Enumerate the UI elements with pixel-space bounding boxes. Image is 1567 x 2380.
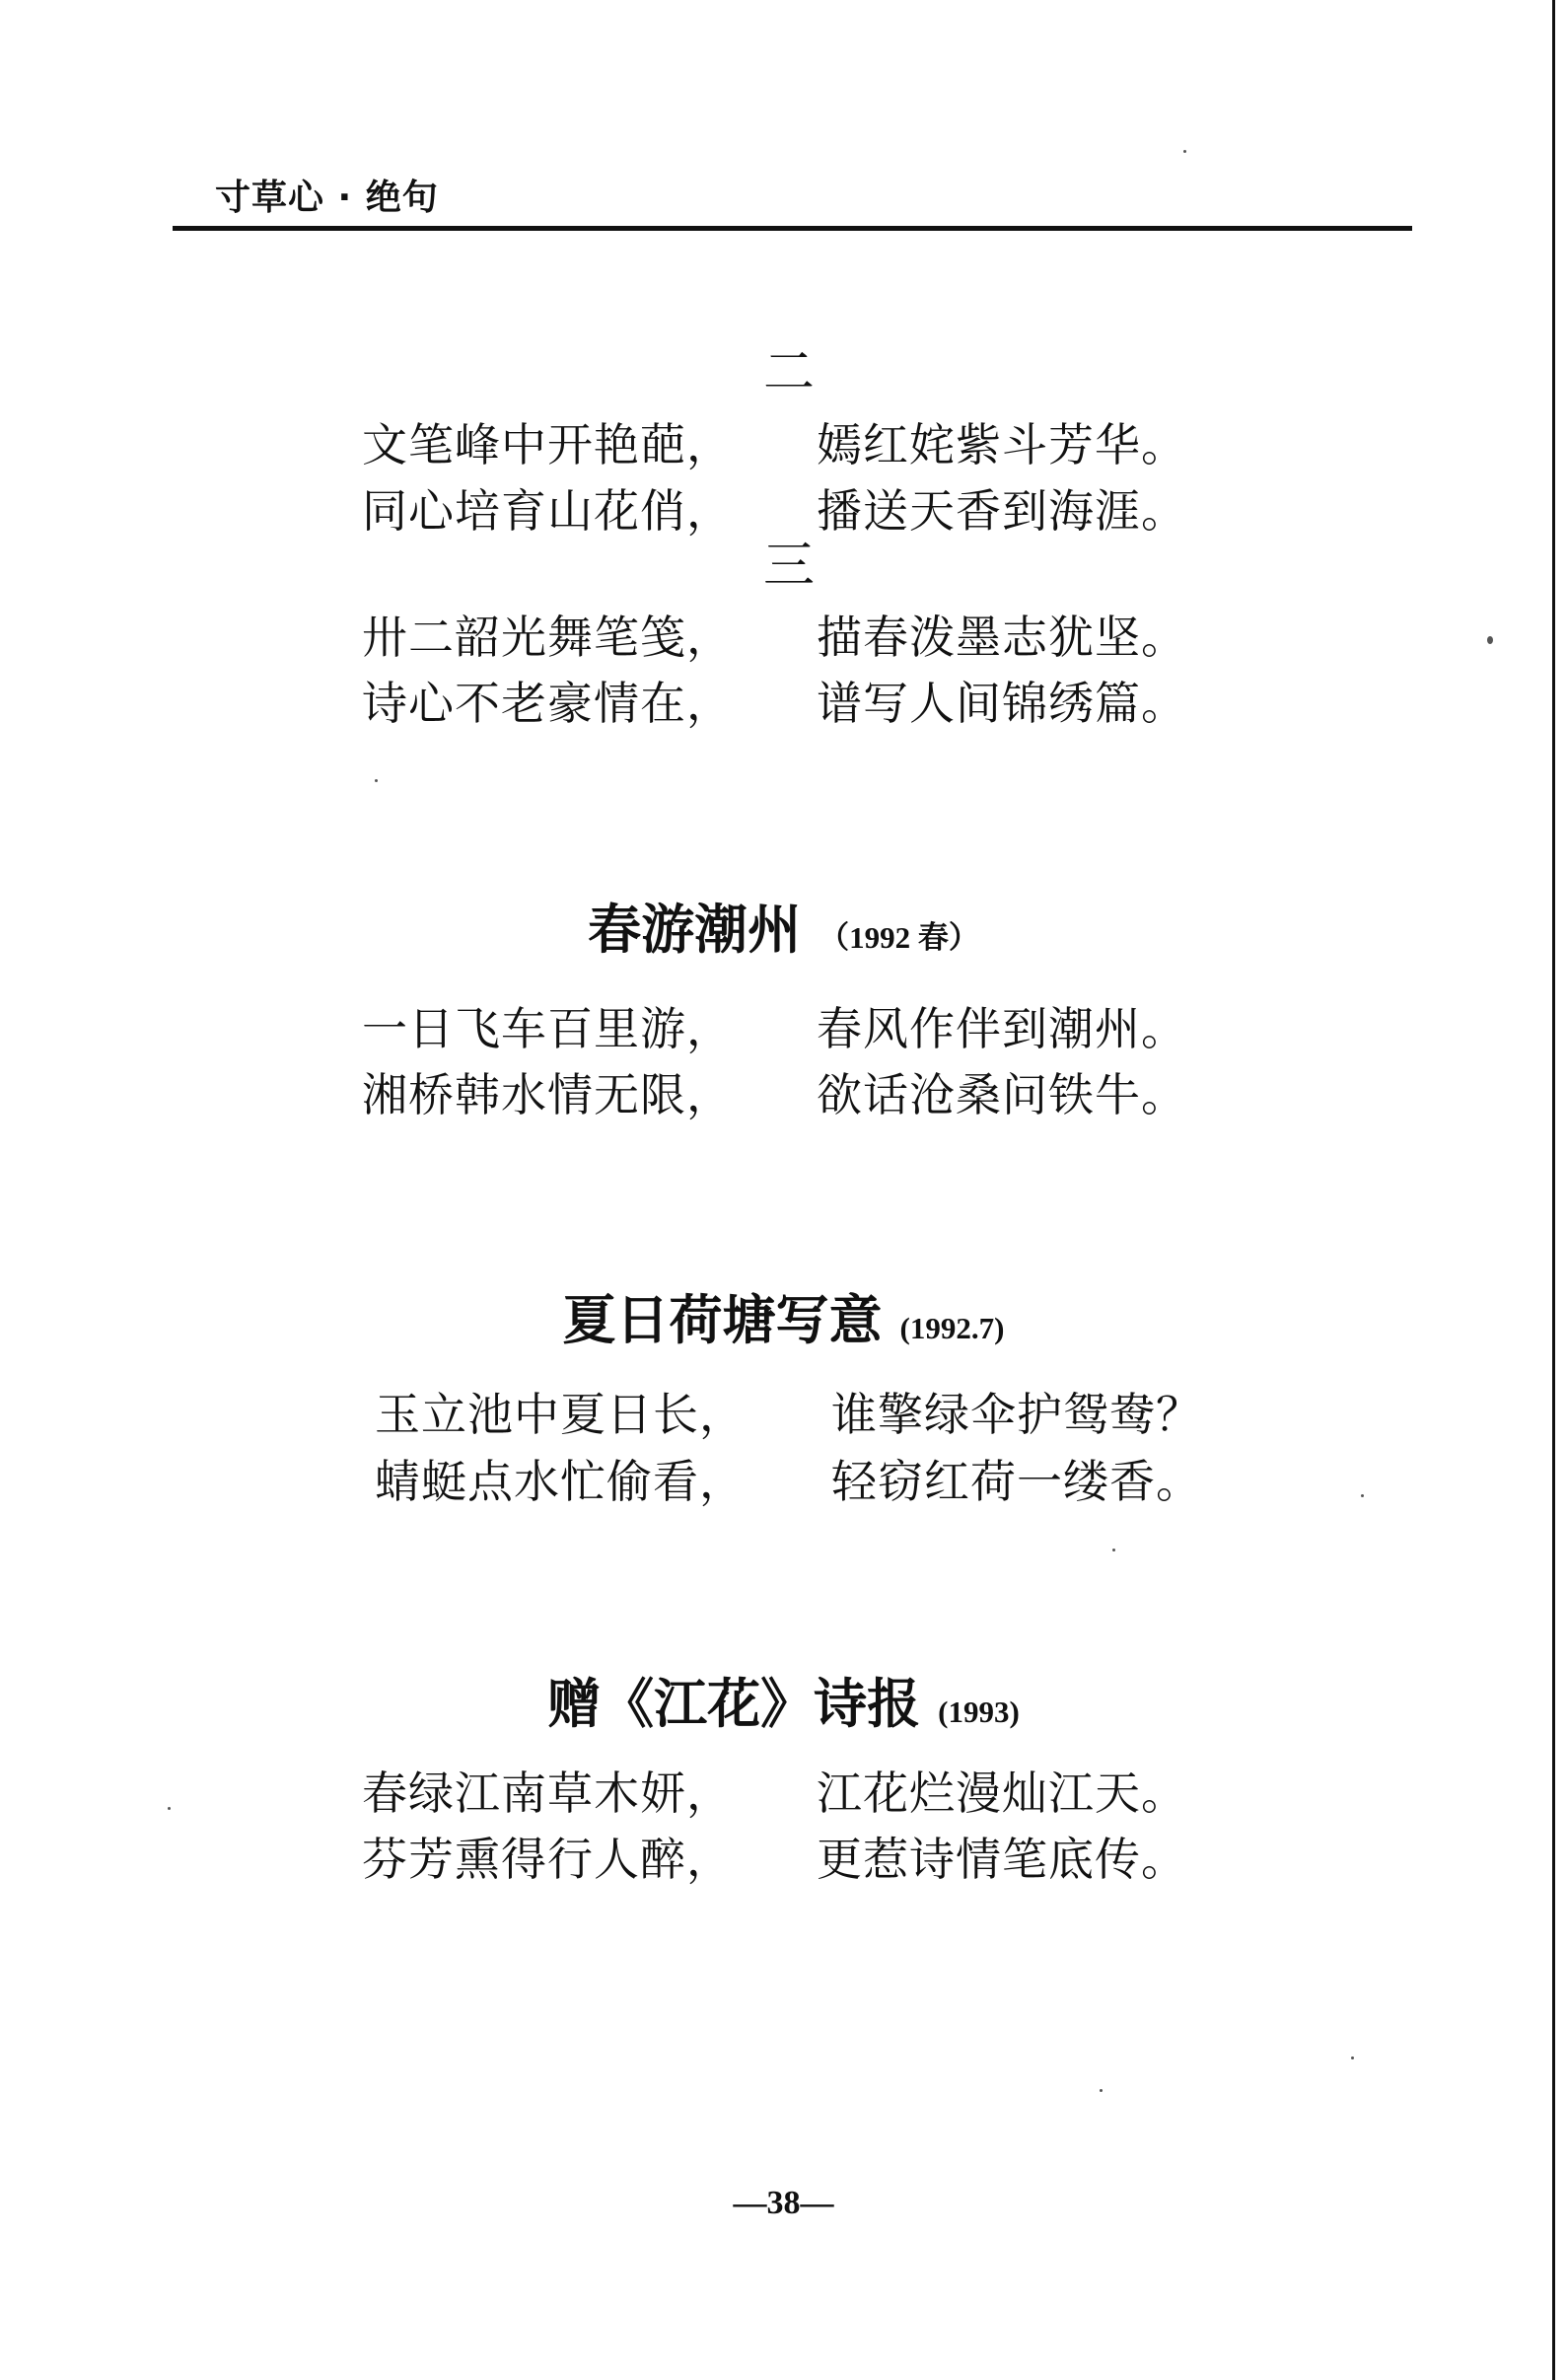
poem-title xyxy=(0,1278,1567,1354)
scan-speck xyxy=(375,779,378,782)
verse-line-right: 江花烂漫灿江天。 xyxy=(817,1767,1187,1820)
verse-line-right: 谁擎绿伞护鸳鸯？ xyxy=(831,1388,1202,1441)
verse-line-right: 嫣红姹紫斗芳华。 xyxy=(817,418,1187,471)
verse-line-right: 轻窃红荷一缕香。 xyxy=(831,1455,1202,1508)
verse-line-right: 欲话沧桑问铁牛。 xyxy=(817,1068,1187,1121)
running-header: 寸草心 · 绝句 xyxy=(215,178,439,218)
poem-title-text: 春游潮州 xyxy=(588,899,802,961)
scan-speck xyxy=(168,1807,171,1810)
verse-line-left: 文笔峰中开艳葩， xyxy=(362,418,733,471)
verse-line-left: 诗心不老豪情在， xyxy=(362,677,733,730)
scan-speck xyxy=(1100,2089,1103,2092)
verse-line-left: 春绿江南草木妍， xyxy=(362,1767,733,1820)
poem-title-text: 赠《江花》诗报 xyxy=(547,1673,921,1735)
poem-date: (1992.7) xyxy=(899,1311,1005,1345)
header-rule xyxy=(173,226,1412,231)
verse-line-right: 春风作伴到潮州。 xyxy=(817,1002,1187,1055)
scan-speck xyxy=(1361,1494,1364,1497)
page-number: —38— xyxy=(733,2185,834,2221)
section-numeral-2: 二 xyxy=(762,343,815,402)
verse-line-right: 播送天香到海涯。 xyxy=(817,484,1187,538)
verse-line-left: 卅二韶光舞笔笺， xyxy=(362,611,733,664)
verse-line-left: 蜻蜓点水忙偷看， xyxy=(375,1455,746,1508)
scan-speck xyxy=(1351,2056,1354,2059)
poem-title-text: 夏日荷塘写意 xyxy=(562,1289,883,1351)
verse-line-right: 更惹诗情笔底传。 xyxy=(817,1833,1187,1886)
verse-line-right: 谱写人间锦绣篇。 xyxy=(817,677,1187,730)
verse-line-left: 同心培育山花俏， xyxy=(362,484,733,538)
poem-date: (1993) xyxy=(938,1695,1020,1729)
verse-line-left: 玉立池中夏日长， xyxy=(375,1388,746,1441)
poem-title xyxy=(0,888,1567,964)
verse-line-left: 芬芳熏得行人醉， xyxy=(362,1833,733,1886)
scan-speck xyxy=(1487,636,1493,644)
poem-title xyxy=(0,1662,1567,1738)
page-edge xyxy=(1552,0,1555,2380)
verse-line-right: 描春泼墨志犹坚。 xyxy=(817,611,1187,664)
verse-line-left: 一日飞车百里游， xyxy=(362,1002,733,1055)
scan-speck xyxy=(1112,1549,1115,1551)
section-numeral-3: 三 xyxy=(762,537,815,596)
poem-date: （1992 春） xyxy=(819,920,979,955)
verse-line-left: 湘桥韩水情无限， xyxy=(362,1068,733,1121)
scan-speck xyxy=(1183,150,1186,153)
